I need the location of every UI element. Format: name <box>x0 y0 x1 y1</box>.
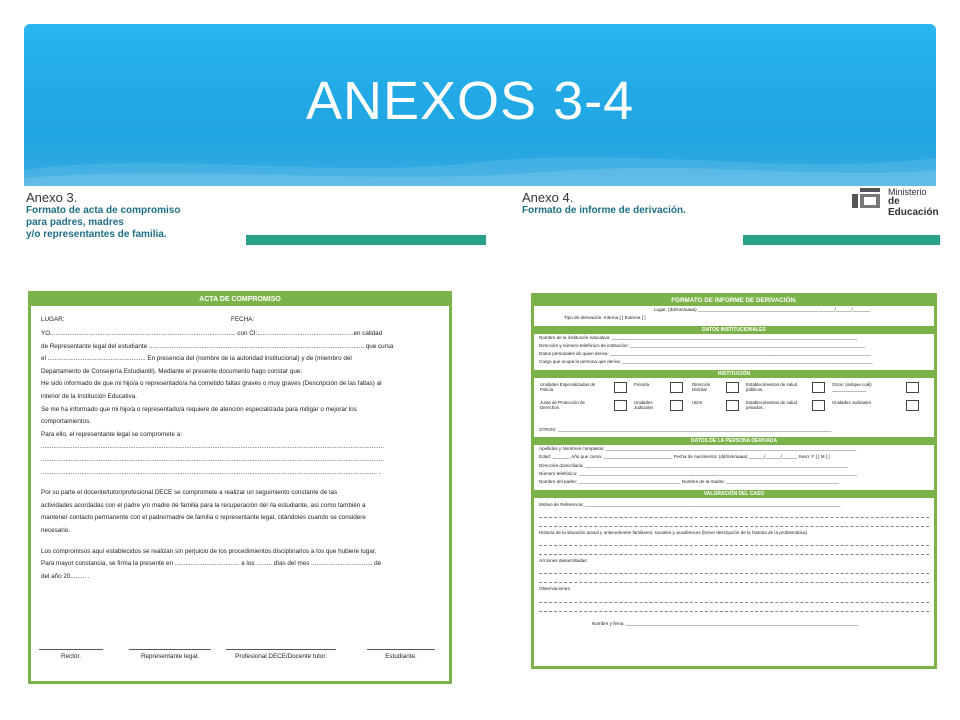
inst-option-label: Fiscalía <box>634 381 650 387</box>
informe-field: Apellidos y Nombres completos: __________________________________________________________________________________________________ <box>539 446 857 452</box>
informe-acciones: Acciones desarrolladas: <box>539 558 588 564</box>
blank-line <box>539 603 929 612</box>
acta-compromiso-form <box>28 291 452 684</box>
anexo3-subtitle-2: para padres, madres <box>26 217 124 228</box>
inst-checkbox[interactable] <box>812 382 825 393</box>
acta-line: interior de la Institución Educativa. <box>41 392 137 400</box>
acta-line: comportamientos. <box>41 418 92 426</box>
section-persona-derivada: DATOS DE LA PERSONA DERIVADA <box>534 437 934 445</box>
acta-line: necesario. <box>41 526 71 534</box>
informe-field: Datos personales de quien deriva: ______________________________________________________________________________________________________ <box>539 351 871 357</box>
inst-option-label: Establecimientos de salud privados. <box>746 399 798 410</box>
signature-rector <box>39 649 103 660</box>
anexo3-accent-bar <box>246 235 486 245</box>
inst-checkbox[interactable] <box>812 400 825 411</box>
anexo4-accent-bar <box>743 235 940 245</box>
ministry-logo <box>852 186 939 218</box>
acta-line: Departamento de Consejería Estudiantil). Mediante el presente documento hago constar que: <box>41 367 303 375</box>
inst-option-label: Unidades Judiciales <box>832 399 872 405</box>
informe-observaciones: Observaciones: <box>539 586 571 592</box>
informe-tipo: Tipo de derivación: Interna [ ] Externa [ ] <box>564 315 646 321</box>
inst-option-label: Otros: (indique cuál) ______________ <box>832 381 872 392</box>
acta-dotted-line: .................................................................................................................................................................................................... <box>41 455 384 463</box>
acta-line: YO.......................................................................................................... con CI:.......................................................en calidad <box>41 330 383 337</box>
informe-field: Cargo que ocupa la persona que deriva: __________________________________________________________________________________________________ <box>539 359 873 365</box>
signature-estudiante <box>367 649 435 660</box>
logo-line-1: Ministerio <box>888 187 927 197</box>
acta-line: Para mayor constancia, se firma la presente en ..................................... a los ......... días del mes ................................... de <box>41 560 382 568</box>
acta-lugar-label: LUGAR: <box>41 316 65 323</box>
acta-line: de Representante legal del estudiante ........................................................................................................................... que cursa <box>41 342 394 350</box>
signature-label: Rector. <box>61 653 81 660</box>
informe-field: Dirección domiciliaria: _______________________________________________________________________________________________________ <box>539 462 849 468</box>
signature-representante <box>129 649 211 660</box>
blank-line <box>539 565 929 574</box>
anexo3-subtitle-3: y/o representantes de familia. <box>26 229 167 240</box>
acta-dotted-line: ................................................................................................................................................................................................ . <box>41 468 381 476</box>
signature-label: Representante legal. <box>140 653 200 660</box>
informe-field: Nombre del padre: ________________________________________ Nombre de la madre: ____________________________________________ <box>539 479 839 485</box>
acta-line: actividades acordadas con el padre y/o madre de familia para la recuperación del /la estudiante, así como también a <box>41 501 366 509</box>
informe-field: Dirección y número telefónico de institución: ____________________________________________________________________________________________ <box>539 342 866 348</box>
signature-label: Profesional DECE/Docente tutor. <box>235 653 327 660</box>
inst-checkbox[interactable] <box>726 382 739 393</box>
section-valoracion: VALORACIÓN DEL CASO <box>534 490 934 498</box>
acta-body <box>31 306 449 583</box>
inst-checkbox[interactable] <box>726 400 739 411</box>
title-banner <box>24 24 936 186</box>
slide-title: ANEXOS 3-4 <box>306 71 635 131</box>
acta-header: ACTA DE COMPROMISO <box>31 294 449 306</box>
ministry-emblem-icon <box>852 186 882 210</box>
acta-line: del año 20......... . <box>41 572 90 580</box>
inst-option-label: Unidades Especializadas de Policía <box>540 381 596 392</box>
inst-checkbox[interactable] <box>906 382 919 393</box>
acta-dotted-line: .................................................................................................................................................................................................... <box>41 443 384 451</box>
institucion-grid <box>534 378 934 426</box>
acta-line: Por su parte el docente/tutor/profesional DECE se compromete a realizar un seguimiento constante de las <box>41 489 338 497</box>
anexo3-heading-block <box>26 191 180 241</box>
blank-line <box>539 574 929 583</box>
anexo4-subtitle: Formato de informe de derivación. <box>522 205 686 216</box>
acta-line: Los compromisos aquí establecidos se realizan sin perjuicio de los procedimientos disciplinarios a los que hubiere lugar. <box>41 547 377 555</box>
anexo3-subtitle-1: Formato de acta de compromiso <box>26 205 181 216</box>
inst-option-label: Junta de Protección de Derechos <box>540 399 585 410</box>
acta-line: Se me ha informado que mi hijo/a o representado/a requiere de atención especializada para mitigar o mejorar los <box>41 405 357 413</box>
section-datos-institucionales: DATOS INSTITUCIONALES <box>534 326 934 334</box>
blank-line <box>539 509 929 518</box>
inst-checkbox[interactable] <box>670 382 683 393</box>
blank-line <box>539 518 929 527</box>
anexo4-heading-block <box>522 191 686 217</box>
acta-fecha-label: FECHA: <box>231 316 255 323</box>
inst-option-label: Dirección Distrital <box>692 381 711 392</box>
informe-historia: Historia de la situación actual y antecedentes familiares, sociales y académicos (breve descripción de la historia de la problemática) <box>539 529 808 535</box>
informe-motivo: Motivo de Referencia: ____________________________________________________________________________________________________ <box>539 501 841 507</box>
acta-line: He sido informado de que mi hijo/a o representado/a ha cometido faltas graves o muy graves (Descripción de las faltas) al <box>41 380 382 388</box>
acta-line: el ........................................................ En presencia del (nombre de la autoridad institucional) y de (miembro del <box>41 355 352 363</box>
inst-option-label: Establecimientos de salud públicos. <box>746 381 798 392</box>
blank-line <box>539 546 929 555</box>
informe-lugar: Lugar, (dd/mm/aaaa) _______________________________________________ ______/______/_______ <box>654 307 871 312</box>
informe-field: Número telefónico: _____________________________________________________________________________________________________________ <box>539 470 858 476</box>
anexo4-heading: Anexo 4. <box>522 190 574 205</box>
informe-derivacion-form <box>531 293 937 669</box>
signature-dece <box>226 649 336 660</box>
inst-checkbox[interactable] <box>614 400 627 411</box>
section-institucion: INSTITUCIÓN <box>534 370 934 378</box>
acta-line: Para ello, el representante legal se compromete a: <box>41 430 183 438</box>
acta-line: mantener contacto permanente con el padre/madre de familia o representante legal, citándoles cuando se considere <box>41 514 366 522</box>
inst-checkbox[interactable] <box>670 400 683 411</box>
signature-label: Estudiante. <box>385 653 417 660</box>
anexo3-heading: Anexo 3. <box>26 190 78 205</box>
informe-field: Edad: _______ Año que cursa: ___________________________ Fecha de nacimiento: (dd/mm/aaaa) ______/______/______ Sexo: F [ ] M [ ] <box>539 454 830 460</box>
informe-field: Nombre de la institución educativa: ________________________________________________________________________________________________ <box>539 334 858 340</box>
inst-checkbox[interactable] <box>906 400 919 411</box>
logo-line-2: de Educación <box>888 196 939 218</box>
acta-signatures <box>31 649 449 669</box>
blank-line <box>539 537 929 546</box>
inst-option-label: Unidades Judiciales <box>634 399 654 410</box>
informe-firma: Nombre y firma: ___________________________________________________________________________________________ <box>592 620 859 626</box>
informe-header: FORMATO DE INFORME DE DERIVACIÓN. <box>534 296 934 306</box>
banner-wave-decoration <box>24 140 936 186</box>
inst-option-label: UDAI <box>692 399 703 405</box>
inst-checkbox[interactable] <box>614 382 627 393</box>
inst-otros: OTROS: ___________________________________________________________________________________________________________ <box>539 426 832 432</box>
blank-line <box>539 594 929 603</box>
